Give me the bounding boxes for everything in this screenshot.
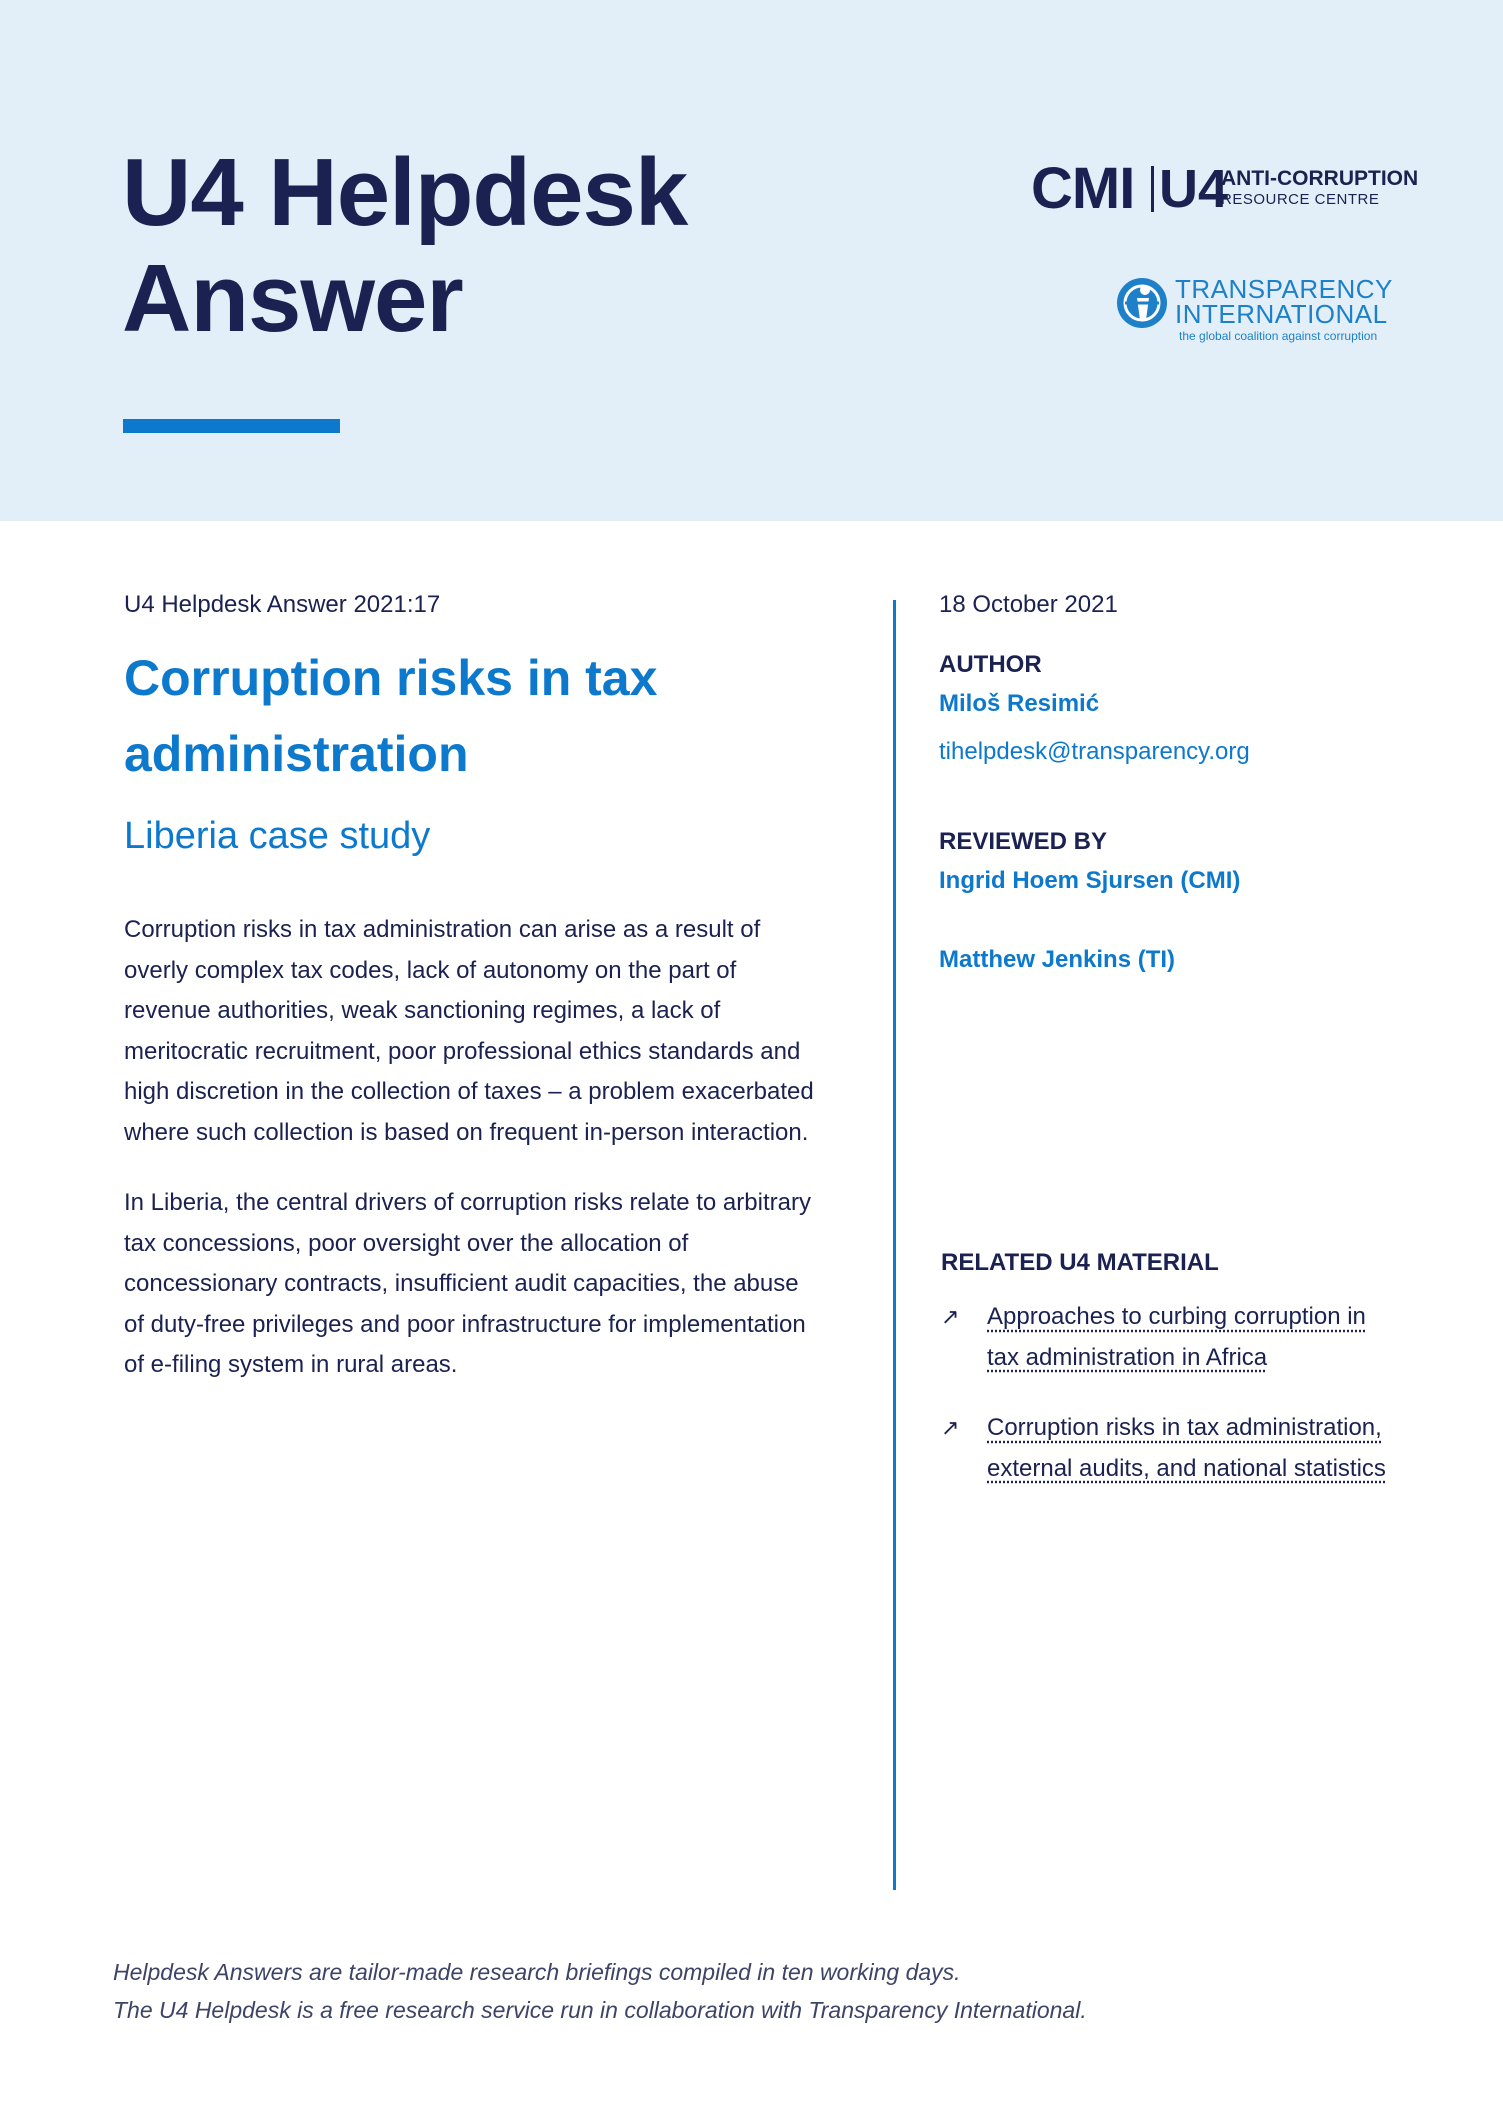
document-title: Corruption risks in tax administration <box>124 650 658 782</box>
footer-note <box>113 1953 1087 2029</box>
external-arrow-icon: ↗ <box>941 1304 960 1329</box>
abstract-paragraph: In Liberia, the central drivers of corruption risks relate to arbitrary tax concessions, poor oversight over the allocation of concessionary contracts, insufficient audit capacities, the abuse of duty-free privileges and poor infrastructure for implementation of e-filing system in rural areas. <box>124 1189 811 1378</box>
transparency-international-logo <box>1115 274 1405 346</box>
author-email-link[interactable]: tihelpdesk@transparency.org <box>939 738 1250 765</box>
footer-line: Helpdesk Answers are tailor-made research briefings compiled in ten working days. <box>113 1959 961 1985</box>
related-material-label: RELATED U4 MATERIAL <box>941 1249 1219 1276</box>
author-name: Miloš Resimić <box>939 690 1100 717</box>
abstract <box>124 910 814 1416</box>
accent-bar <box>123 419 340 433</box>
author-label: AUTHOR <box>939 651 1042 678</box>
publication-date: 18 October 2021 <box>939 591 1118 618</box>
title-line-2: Answer <box>122 245 463 352</box>
document-reference: U4 Helpdesk Answer 2021:17 <box>124 591 441 618</box>
column-divider <box>893 600 896 1890</box>
header-banner <box>0 0 1503 521</box>
reviewed-by-label: REVIEWED BY <box>939 828 1108 855</box>
resource-centre-text: RESOURCE CENTRE <box>1221 191 1380 208</box>
ti-globe-icon <box>1115 276 1169 330</box>
related-link[interactable]: Approaches to curbing corruption in tax administration in Africa <box>987 1303 1366 1371</box>
title-line-1: U4 Helpdesk <box>122 139 688 246</box>
external-arrow-icon: ↗ <box>941 1415 960 1440</box>
footer-line: The U4 Helpdesk is a free research service run in collaboration with Transparency International. <box>113 1997 1087 2023</box>
cmi-logo-text: CMI <box>1031 156 1135 221</box>
abstract-paragraph: Corruption risks in tax administration can arise as a result of overly complex tax codes, lack of autonomy on the part of revenue authorities, weak sanctioning regimes, a lack of meritocratic recruitment, poor professional ethics standards and high discretion in the collection of taxes – a problem exacerbated where such collection is based on frequent in-person interaction. <box>124 916 814 1146</box>
page-title <box>122 140 687 352</box>
related-link[interactable]: Corruption risks in tax administration, external audits, and national statistics <box>987 1414 1386 1482</box>
reviewer-name: Matthew Jenkins (TI) <box>939 946 1176 973</box>
ti-tagline: the global coalition against corruption <box>1179 329 1378 343</box>
anti-corruption-text: ANTI-CORRUPTION <box>1221 167 1419 190</box>
logo-separator <box>1151 166 1154 212</box>
document-subtitle: Liberia case study <box>124 815 431 857</box>
ti-name-line-1: TRANSPARENCY <box>1175 274 1393 304</box>
reviewer-name: Ingrid Hoem Sjursen (CMI) <box>939 867 1241 894</box>
ti-name-line-2: INTERNATIONAL <box>1175 299 1388 329</box>
u4-logo-text: U4 <box>1159 159 1229 219</box>
